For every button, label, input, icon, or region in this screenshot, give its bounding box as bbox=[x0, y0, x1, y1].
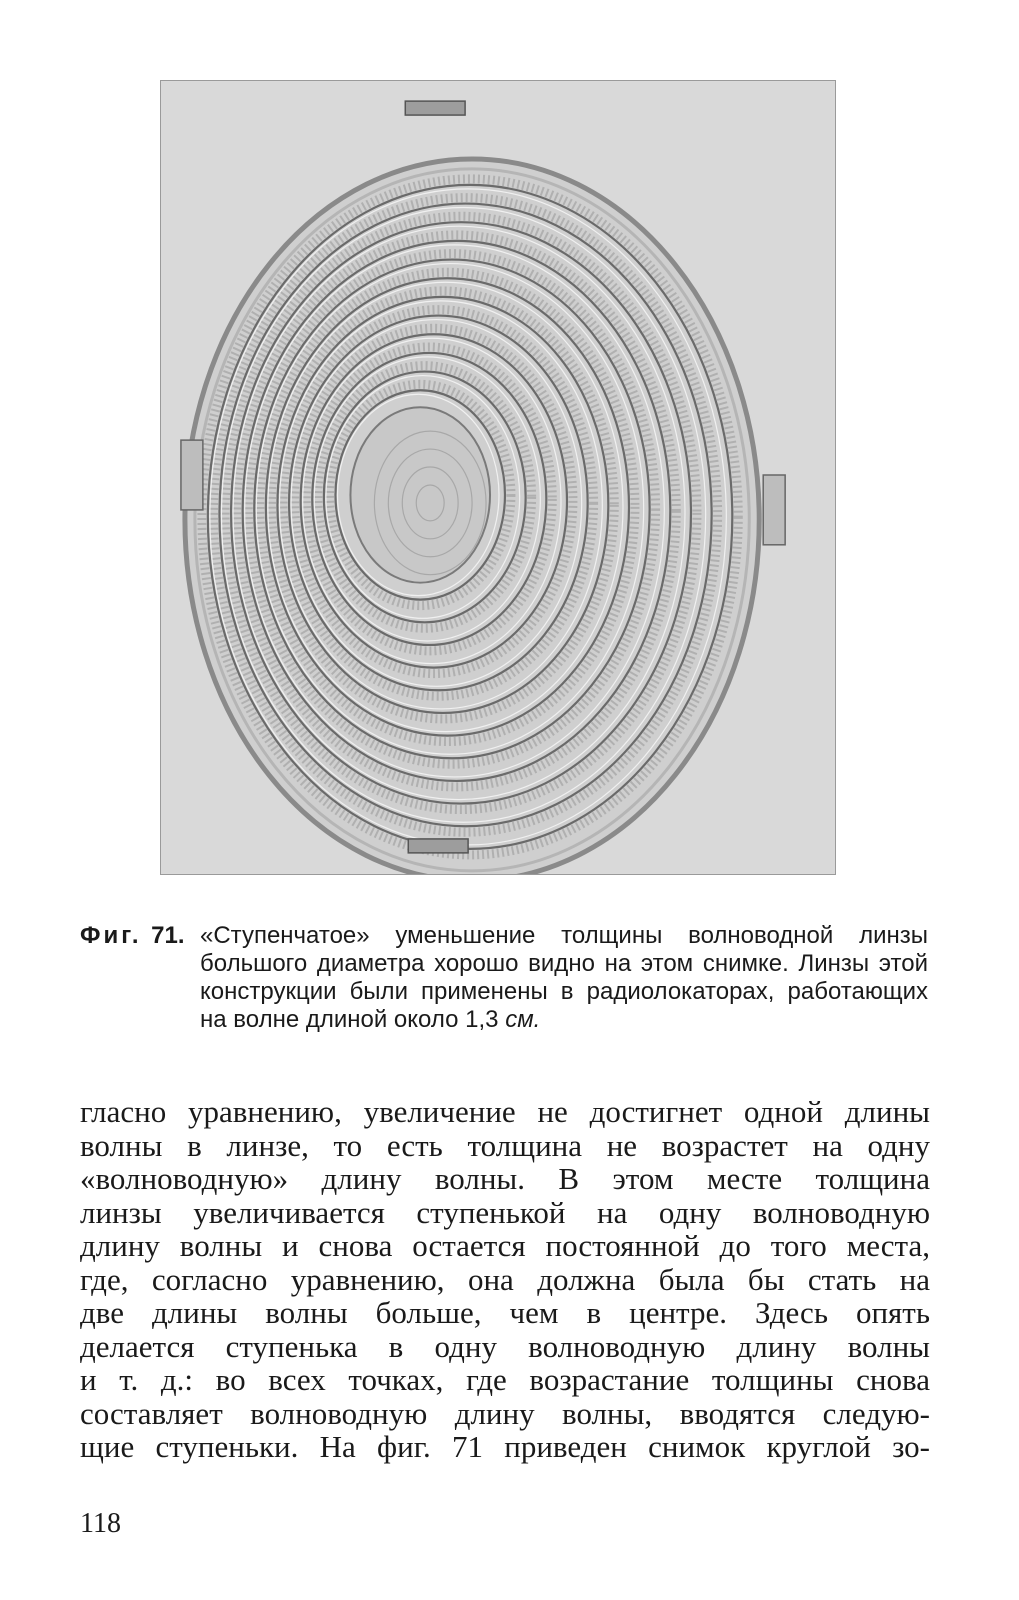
body-line: и т. д.: во всех точках, где возрастание толщины снова bbox=[80, 1362, 930, 1397]
figure-caption bbox=[80, 922, 928, 1034]
caption-main-text: «Ступенчатое» уменьшение толщины волноводной линзы большого диаметра хорошо видно на этом снимке. Линзы этой конструкции были применены в радиолокаторах, работающих на волне длиной около 1,3 bbox=[200, 922, 928, 1033]
body-line: где, согласно уравнению, она должна была бы стать на bbox=[80, 1261, 930, 1297]
body-line: две длины волны больше, чем в центре. Здесь опять bbox=[80, 1295, 930, 1330]
body-line: щие ступеньки. На фиг. 71 приведен снимок круглой зо- bbox=[80, 1429, 930, 1464]
body-line: волны в линзе, то есть толщина не возрастет на одну bbox=[80, 1127, 930, 1163]
figure-caption-text bbox=[200, 922, 928, 1034]
top-clamp bbox=[405, 101, 465, 115]
right-clamp bbox=[763, 475, 785, 545]
figure-number: 71. bbox=[151, 922, 185, 949]
bottom-clamp bbox=[408, 839, 468, 853]
body-line: длину волны и снова остается постоянной до того места, bbox=[80, 1228, 930, 1263]
stepped-waveguide-lens-image bbox=[161, 81, 835, 874]
caption-unit: см. bbox=[505, 1006, 541, 1033]
body-line: «волноводную» длину волны. В этом месте толщина bbox=[80, 1161, 930, 1196]
figure-label bbox=[80, 922, 185, 950]
figure-label-word: Фиг. bbox=[80, 922, 142, 949]
body-paragraph bbox=[80, 1095, 930, 1464]
body-line: делается ступенька в одну волноводную длину волны bbox=[80, 1328, 930, 1364]
body-line: гласно уравнению, увеличение не достигнет одной длины bbox=[80, 1094, 930, 1129]
left-clamp bbox=[181, 440, 203, 510]
body-line: линзы увеличивается ступенькой на одну волноводную bbox=[80, 1194, 930, 1230]
lens-center-zone bbox=[350, 407, 490, 582]
page-number: 118 bbox=[80, 1508, 121, 1539]
lens-photograph bbox=[160, 80, 836, 875]
body-line: составляет волноводную длину волны, вводятся следую- bbox=[80, 1395, 930, 1431]
